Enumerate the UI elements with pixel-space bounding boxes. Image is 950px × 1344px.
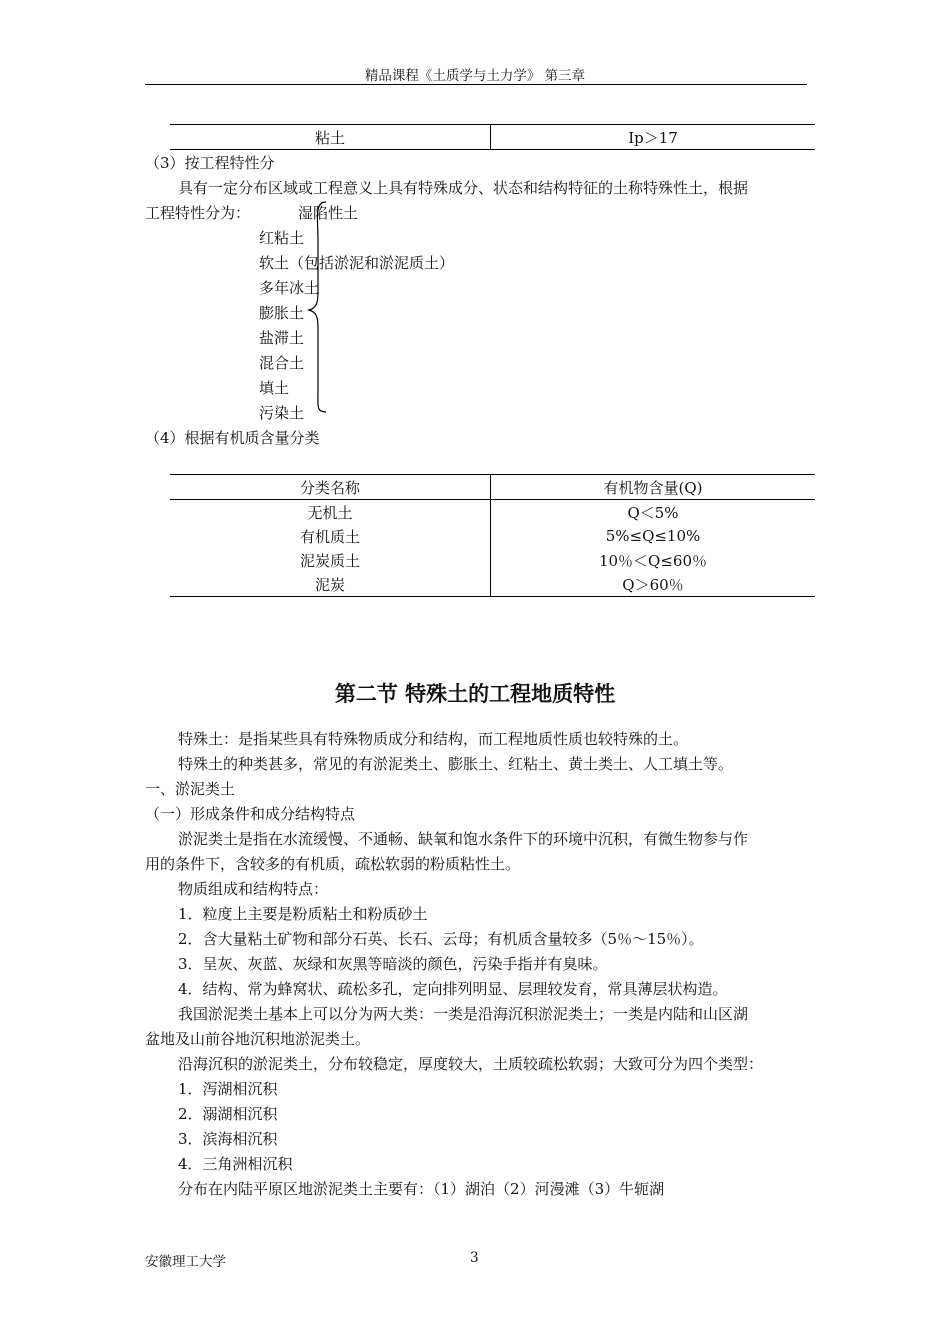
- list-item: 填土: [259, 379, 290, 397]
- table-row: [170, 125, 815, 150]
- table-cell: 10％＜Q≤60％: [598, 551, 708, 570]
- paragraph: 特殊土的种类甚多，常见的有淤泥类土、膨胀土、红粘土、黄土类土、人工填土等。: [178, 755, 734, 773]
- table-cell: Q＜5%: [627, 503, 679, 522]
- table-cell: 泥炭: [170, 572, 491, 597]
- table-cell: 泥炭质土: [170, 548, 491, 572]
- list-item: 污染土: [259, 404, 305, 422]
- list-item: 4．三角洲相沉积: [178, 1155, 293, 1173]
- paragraph-line: 盆地及山前谷地沉积地淤泥类土。: [145, 1030, 371, 1048]
- paragraph-line: 具有一定分布区域或工程意义上具有特殊成分、状态和结构特征的土称特殊性土，根据: [178, 179, 749, 197]
- table-cell: 无机土: [170, 500, 491, 525]
- paragraph-line: 淤泥类土是指在水流缓慢、不通畅、缺氧和饱水条件下的环境中沉积，有微生物参与作: [178, 830, 749, 848]
- list-item: 膨胀土: [259, 304, 305, 322]
- section3-heading: （3）按工程特性分: [145, 154, 275, 172]
- table-cell: 粘土: [170, 125, 491, 150]
- list-item: 3．滨海相沉积: [178, 1130, 278, 1148]
- list-item: 1．泻湖相沉积: [178, 1080, 278, 1098]
- paragraph: 分布在内陆平原区地淤泥类土主要有：（1）湖泊（2）河漫滩（3）牛轭湖: [178, 1180, 665, 1198]
- curly-brace-icon: [306, 200, 330, 416]
- list-item: 4．结构、常为蜂窝状、疏松多孔，定向排列明显、层理较发育，常具薄层状构造。: [178, 980, 728, 998]
- subheading: （一）形成条件和成分结构特点: [145, 805, 356, 823]
- table-cell: Q＞60％: [622, 575, 684, 594]
- header-rule: [145, 84, 807, 85]
- list-item: 多年冰土: [259, 279, 320, 297]
- page-header: 精品课程《土质学与土力学》 第三章: [364, 68, 586, 84]
- paragraph-line: 我国淤泥类土基本上可以分为两大类：一类是沿海沉积淤泥类土；一类是内陆和山区湖: [178, 1005, 749, 1023]
- list-item: 软土（包括淤泥和淤泥质土）: [259, 254, 455, 272]
- paragraph: 沿海沉积的淤泥类土，分布较稳定，厚度较大，土质较疏松软弱；大致可分为四个类型：: [178, 1055, 764, 1073]
- paragraph: 物质组成和结构特点：: [178, 880, 329, 898]
- list-item: 盐滞土: [259, 329, 305, 347]
- table-row: [170, 572, 815, 597]
- subheading: 一、淤泥类土: [145, 780, 236, 798]
- list-item: 3．呈灰、灰蓝、灰绿和灰黑等暗淡的颜色，污染手指并有臭味。: [178, 955, 608, 973]
- list-item: 湿陷性土: [298, 204, 359, 222]
- footer-school: 安徽理工大学: [145, 1254, 226, 1270]
- table-cell: 有机质土: [170, 524, 491, 548]
- organic-content-table: [170, 474, 815, 597]
- paragraph: 特殊土：是指某些具有特殊物质成分和结构，而工程地质性质也较特殊的土。: [178, 730, 689, 748]
- page-number: 3: [470, 1250, 479, 1266]
- paragraph-line: 用的条件下，含较多的有机质，疏松软弱的粉质粘性土。: [145, 855, 521, 873]
- column-header: 分类名称: [170, 475, 491, 500]
- list-item: 红粘土: [259, 229, 305, 247]
- table-cell: Ip＞17: [628, 128, 678, 147]
- paragraph-line: 工程特性分为：: [145, 204, 251, 222]
- section-title: 第二节 特殊土的工程地质特性: [334, 682, 616, 706]
- list-item: 混合土: [259, 354, 305, 372]
- table-row: [170, 524, 815, 548]
- list-item: 2．溺湖相沉积: [178, 1105, 278, 1123]
- table-row: [170, 500, 815, 525]
- table-row: [170, 548, 815, 572]
- table-header-row: [170, 475, 815, 500]
- list-item: 1．粒度上主要是粉质粘土和粉质砂土: [178, 905, 428, 923]
- list-item: 2．含大量粘土矿物和部分石英、长石、云母；有机质含量较多（5％～15％）。: [178, 930, 704, 948]
- plasticity-table: [170, 124, 815, 150]
- table-cell: 5%≤Q≤10%: [605, 527, 701, 545]
- section4-heading: （4）根据有机质含量分类: [145, 429, 320, 447]
- column-header: 有机物含量(Q): [491, 475, 816, 500]
